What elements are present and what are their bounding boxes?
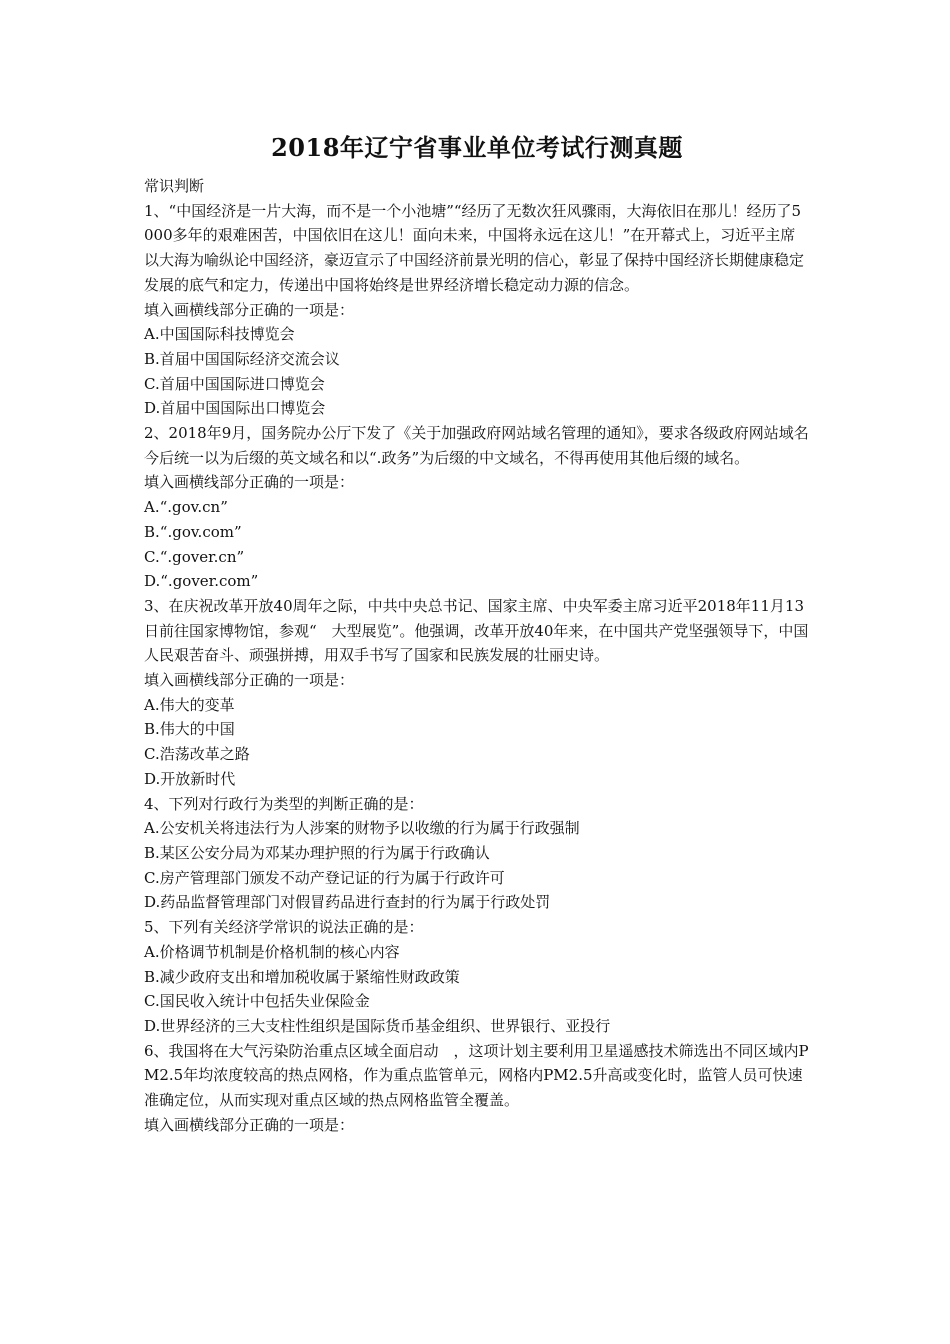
option-d: D.首届中国国际出口博览会 (144, 399, 326, 418)
question-3 (144, 594, 810, 792)
question-stem: 3、在庆祝改革开放40周年之际，中共中央总书记、国家主席、中央军委主席习近平2018年11月13日前往国家博物馆，参观“ 大型展览”。他强调，改革开放40年来，在中国共产党坚强领导下，中国人民艰苦奋斗、顽强拼搏，用双手书写了国家和民族发展的壮丽史诗。 (144, 596, 809, 665)
question-5 (144, 915, 810, 1039)
option-c: C.浩荡改革之路 (144, 745, 250, 764)
option-b: B.首届中国国际经济交流会议 (144, 349, 340, 368)
option-a: A.价格调节机制是价格机制的核心内容 (144, 942, 400, 961)
option-b: B.减少政府支出和增加税收属于紧缩性财政政策 (144, 967, 460, 986)
option-d: D.“.gover.com” (144, 572, 259, 591)
question-prompt: 填入画横线部分正确的一项是： (144, 300, 355, 319)
section-heading: 常识判断 (144, 177, 205, 195)
question-2 (144, 421, 810, 594)
question-stem: 1、“中国经济是一片大海，而不是一个小池塘”“经历了无数次狂风骤雨，大海依旧在那儿！经历了5000多年的艰难困苦，中国依旧在这儿！面向未来，中国将永远在这儿！”在开幕式上，习近平主席以大海为喻纵论中国经济，豪迈宣示了中国经济前景光明的信心，彰显了保持中国经济长期健康稳定发展的底气和定力，传递出中国将始终是世界经济增长稳定动力源的信念。 (144, 201, 805, 294)
question-prompt: 填入画横线部分正确的一项是： (144, 671, 355, 690)
option-b: B.“.gov.com” (144, 522, 242, 541)
question-prompt: 填入画横线部分正确的一项是： (144, 473, 355, 492)
question-6 (144, 1039, 810, 1138)
question-1 (144, 199, 810, 421)
question-stem: 2、2018年9月，国务院办公厅下发了《关于加强政府网站域名管理的通知》，要求各级政府网站域名今后统一以为后缀的英文域名和以“.政务”为后缀的中文域名，不得再使用其他后缀的域名。 (144, 424, 809, 467)
option-a: A.公安机关将违法行为人涉案的财物予以收缴的行为属于行政强制 (144, 819, 580, 838)
option-a: A.中国国际科技博览会 (144, 325, 295, 344)
question-stem: 5、下列有关经济学常识的说法正确的是： (144, 918, 424, 937)
question-4 (144, 792, 810, 916)
option-b: B.某区公安分局为邓某办理护照的行为属于行政确认 (144, 843, 490, 862)
option-c: C.国民收入统计中包括失业保险金 (144, 992, 370, 1011)
option-d: D.世界经济的三大支柱性组织是国际货币基金组织、世界银行、亚投行 (144, 1016, 611, 1035)
option-c: C.“.gover.cn” (144, 547, 245, 566)
document-title: 2018年辽宁省事业单位考试行测真题 (271, 133, 683, 162)
question-stem: 4、下列对行政行为类型的判断正确的是： (144, 794, 424, 813)
option-b: B.伟大的中国 (144, 720, 235, 739)
option-c: C.首届中国国际进口博览会 (144, 374, 325, 393)
option-c: C.房产管理部门颁发不动产登记证的行为属于行政许可 (144, 868, 505, 887)
question-stem: 6、我国将在大气污染防治重点区域全面启动 ，这项计划主要利用卫星遥感技术筛选出不同区域内PM2.5年均浓度较高的热点网格，作为重点监管单元，网格内PM2.5升高或变化时，监管人员可快速准确定位，从而实现对重点区域的热点网格监管全覆盖。 (144, 1041, 809, 1110)
document-page (144, 128, 810, 1137)
option-d: D.开放新时代 (144, 769, 236, 788)
option-a: A.“.gov.cn” (144, 498, 228, 517)
option-d: D.药品监督管理部门对假冒药品进行查封的行为属于行政处罚 (144, 893, 551, 912)
question-prompt: 填入画横线部分正确的一项是： (144, 1115, 355, 1134)
option-a: A.伟大的变革 (144, 695, 235, 714)
